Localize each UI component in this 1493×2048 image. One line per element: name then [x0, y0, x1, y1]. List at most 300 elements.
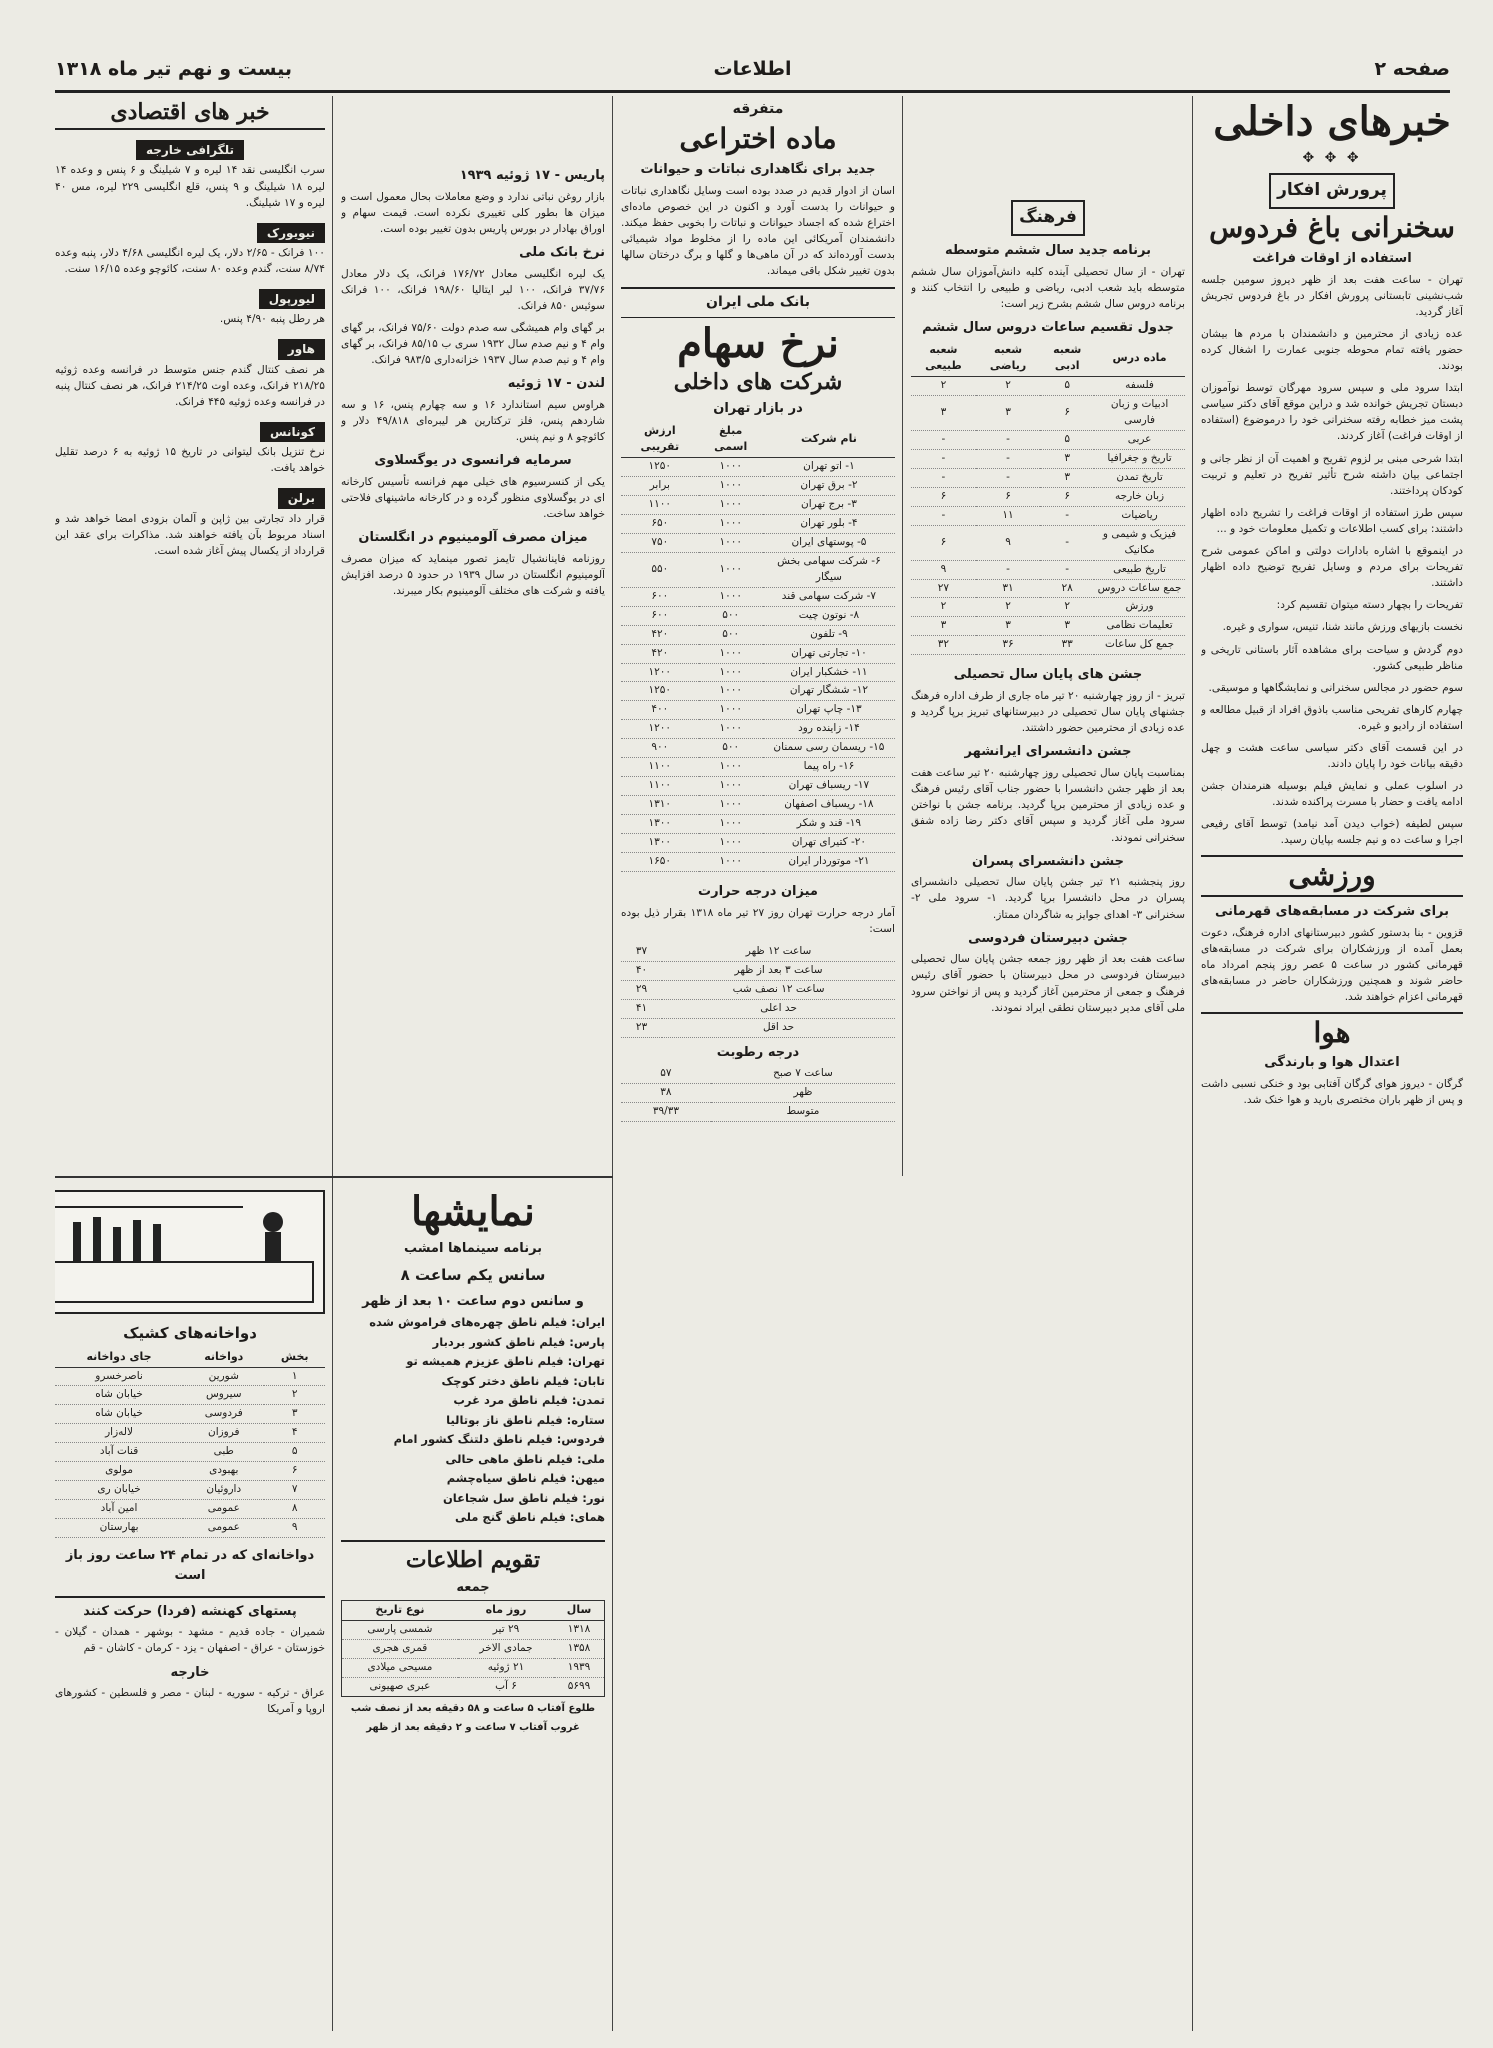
- table-row: [911, 506, 1185, 525]
- table-row: [621, 682, 895, 701]
- table-row: [55, 1443, 325, 1462]
- table-cell: متوسط: [711, 1103, 895, 1122]
- table-row: [621, 739, 895, 758]
- table-cell: ۳۳: [1040, 636, 1094, 655]
- table-cell: ۶: [911, 487, 976, 506]
- paragraph: تهران - ساعت هفت بعد از ظهر دیروز سومین جلسه شب‌نشینی تابستانی پرورش افکار در باغ فردوس تجریش آغاز گردید.: [1201, 273, 1463, 318]
- table-cell: ۶: [976, 487, 1040, 506]
- section-text: تبریز - از روز چهارشنبه ۲۰ تیر ماه جاری از طرف اداره فرهنگ جشنهای پایان سال تحصیلی در دبیرستانهای تبریز برپا گردید و عده زیادی از محترمین حضور داشتند.: [911, 690, 1185, 735]
- table-row: [621, 777, 895, 796]
- table-cell: ۱۳۰۰: [621, 815, 699, 834]
- table-cell: مولوی: [55, 1462, 183, 1481]
- table-cell: ۵۷: [621, 1065, 711, 1083]
- table-cell: ۸- نوتون چیت: [763, 606, 895, 625]
- table-cell: خیابان شاه: [55, 1405, 183, 1424]
- paragraph: در اسلوب عملی و نمایش فیلم بوسیله هنرمندان جشن ادامه یافت و حضار با مسرت پراکنده شدند.: [1201, 780, 1463, 809]
- table-cell: ۶۰۰: [621, 606, 699, 625]
- domestic-news-heading: خبرهای داخلی: [1213, 98, 1451, 145]
- table-cell: لاله‌زار: [55, 1424, 183, 1443]
- table-cell: ۷۵۰: [621, 533, 699, 552]
- paragraph: چهارم کارهای تفریحی مناسب باذوق افراد از قبیل مطالعه و استفاده از رادیو و غیره.: [1201, 703, 1463, 732]
- table-cell: ۲: [911, 377, 976, 396]
- table-cell: ۱۰۰۰: [699, 796, 763, 815]
- table-cell: ۱۴- زاینده رود: [763, 720, 895, 739]
- temperature-text: آمار درجه حرارت تهران روز ۲۷ تیر ماه ۱۳۱۸ بقرار ذیل بوده است:: [621, 906, 895, 935]
- table-cell: ۱۳- چاپ تهران: [763, 701, 895, 720]
- column-economic: [55, 96, 325, 1171]
- table-cell: -: [911, 506, 976, 525]
- table-cell: ۱۳۵۸: [554, 1640, 604, 1659]
- table-cell: ۵۵۰: [621, 552, 699, 587]
- table-row: [621, 796, 895, 815]
- table-cell: عمومی: [183, 1500, 264, 1519]
- table-row: [621, 758, 895, 777]
- table-cell: طبی: [183, 1443, 264, 1462]
- column-rule: [1192, 96, 1193, 2031]
- foreign-head: خارجه: [170, 1664, 210, 1680]
- cinema-listing: فردوس: فیلم ناطق دلتنگ کشور امام: [393, 1432, 605, 1447]
- table-row: [342, 1677, 605, 1696]
- table-row: [911, 598, 1185, 617]
- table-cell: حد اعلی: [662, 999, 895, 1018]
- economic-heading: خبر های اقتصادی: [55, 100, 325, 130]
- sports-text: قزوین - بنا بدستور کشور دبیرستانهای اداره فرهنگ، دعوت بعمل آمده از ورزشکاران برای شرکت در مسابقه‌های قهرمانی کشور در ساعت ۵ عصر روز پنجم امرداد ماه حاضر شوند و همچنین ورزشکاران حاضر در مسابقه‌های قهرمانی اعزام خواهند شد.: [1201, 927, 1463, 1004]
- invention-title: ماده اختراعی: [679, 122, 837, 156]
- aluminium-text: روزنامه فاینانشیال تایمز تصور مینماید که میزان مصرف آلومینیوم انگلستان در سال ۱۹۳۹ در حدود ۵ درصد افزایش یافته و شرکت های مختلف آلومینیوم بکار میبرند.: [341, 553, 605, 598]
- calendar-table: [341, 1600, 605, 1697]
- table-cell: ۲۱ ژوئیه: [458, 1659, 554, 1678]
- humidity-heading: درجه رطوبت: [716, 1044, 800, 1060]
- table-row: [621, 1018, 895, 1037]
- sunset: غروب آفتاب ۷ ساعت و ۲ دقیقه بعد از ظهر: [366, 1722, 580, 1734]
- ny-text: ۱۰۰ فرانک - ۲/۶۵ دلار، یک لیره انگلیسی ۴/۶۸ دلار، پنبه وعده ۸/۷۴ سنت، گندم وعده ۸۰ سنت، کائوچو وعده ۱۶/۱۵ سنت.: [55, 246, 325, 276]
- table-row: [55, 1462, 325, 1481]
- kobe-text: نرخ تنزیل بانک لیتوانی در تاریخ ۱۵ ژوئیه به ۶ درصد تقلیل خواهد یافت.: [55, 446, 325, 475]
- table-cell: حد اقل: [662, 1018, 895, 1037]
- table-row: [911, 449, 1185, 468]
- table-cell: ۱۰- تجارتی تهران: [763, 644, 895, 663]
- table-cell: ۱۳۰۰: [621, 834, 699, 853]
- table-cell: ۹۰۰: [621, 739, 699, 758]
- table-cell: -: [976, 560, 1040, 579]
- table-row: [911, 579, 1185, 598]
- table-cell: ۴۰: [621, 961, 662, 980]
- table-header: شعبه ریاضی: [976, 341, 1040, 377]
- table-cell: جمع ساعات دروس: [1094, 579, 1185, 598]
- table-cell: ۱۰۰۰: [699, 834, 763, 853]
- table-row: [621, 720, 895, 739]
- table-row: [621, 1103, 895, 1122]
- table-cell: ۴: [264, 1424, 325, 1443]
- table-row: [621, 476, 895, 495]
- table-row: [911, 636, 1185, 655]
- havre-text: هر نصف کنتال گندم جنس متوسط در فرانسه وعده ژوئیه ۲۱۸/۲۵ فرانک، وعده اوت ۲۱۴/۲۵ فرانک، هر نصف کنتال پنبه در فرانسه وعده ژوئیه ۴۴۵ فرانک.: [55, 363, 325, 408]
- table-cell: ۱۱۰۰: [621, 758, 699, 777]
- table-header: مبلغ اسمی: [699, 422, 763, 458]
- table-cell: ۳: [911, 396, 976, 431]
- table-header: نوع تاریخ: [342, 1601, 458, 1621]
- paragraph: سپس لطیفه (خواب دیدن آمد نیامد) توسط آقای رفیعی اجرا و ساعت ده و نیم جلسه بپایان رسید.: [1201, 818, 1463, 847]
- table-cell: -: [911, 430, 976, 449]
- rates-text: یک لیره انگلیسی معادل ۱۷۶/۷۲ فرانک، یک دلار معادل ۳۷/۷۶ فرانک، ۱۰۰ لیر ایتالیا ۱۹۸/۶۰ فرانک، ۱۰۰ فرانک سوئیس ۸۵۰ فرانک.: [341, 267, 605, 312]
- column-pharmacies: [55, 1186, 325, 2031]
- table-row: [55, 1519, 325, 1538]
- table-cell: جمع کل ساعات: [1094, 636, 1185, 655]
- table-cell: ۲: [976, 377, 1040, 396]
- table-cell: ۶۰۰: [621, 587, 699, 606]
- sports-heading: ورزشی: [1201, 855, 1463, 898]
- table-cell: ۶: [1040, 487, 1094, 506]
- table-row: [342, 1659, 605, 1678]
- table-cell: ۱۲۰۰: [621, 663, 699, 682]
- table-cell: فردوسی: [183, 1405, 264, 1424]
- weather-text: گرگان - دیروز هوای گرگان آفتابی بود و خنکی نسبی داشت و پس از ظهر باران مختصری بارید و هوا خنک شد.: [1201, 1078, 1463, 1107]
- invention-text: اسان از ادوار قدیم در صدد بوده است وسایل نگاهداری نباتات و حیوانات را بدست آورد و اکنون در این خصوص ماده‌ای اختراع شده که اجساد حیوانات و نباتات را بخوبی حفظ میکند. دانشمندان آمریکائی این ماده را از مخلوط مواد شیمیائی بدست آورده‌اند که در آن ماهی‌ها و گلها و برگ درختان سالها بدون تغییر شکل باقی میماند.: [621, 184, 895, 278]
- sunrise: طلوع آفتاب ۵ ساعت و ۵۸ دقیقه بعد از نصف شب: [350, 1702, 596, 1714]
- table-row: [621, 815, 895, 834]
- table-cell: ۶: [911, 525, 976, 560]
- paragraph: سپس طرز استفاده از اوقات فراغت را تشریح داده اظهار داشتند: برای کسب اطلاعات و تکمیل معلومات خود و ...: [1201, 506, 1463, 535]
- table-cell: ۱۷- ریسباف تهران: [763, 777, 895, 796]
- table-cell: ۱۶۵۰: [621, 853, 699, 872]
- column-shows: [341, 1186, 605, 2031]
- pharmacy-illustration: [55, 1190, 325, 1314]
- cinema-listing: ملی: فیلم ناطق ماهی حالی: [445, 1451, 605, 1466]
- table-cell: عبری صهیونی: [342, 1677, 458, 1696]
- table-row: [911, 468, 1185, 487]
- weather-heading: هوا: [1201, 1012, 1463, 1049]
- weather-subheading: اعتدال هوا و بارندگی: [1264, 1055, 1400, 1071]
- table-cell: شورین: [183, 1367, 264, 1386]
- cinema-listing: نور: فیلم ناطق سل شجاعان: [442, 1490, 605, 1505]
- stocks-title: نرخ سهام: [677, 319, 839, 367]
- table-cell: ۱۰۰۰: [699, 495, 763, 514]
- table-cell: ۹: [911, 560, 976, 579]
- table-cell: ۱۰۰۰: [699, 720, 763, 739]
- table-row: [621, 701, 895, 720]
- shows-sub: و سانس دوم ساعت ۱۰ بعد از ظهر: [362, 1293, 584, 1309]
- table-cell: فیزیک و شیمی و مکانیک: [1094, 525, 1185, 560]
- section-text: روز پنجشنبه ۲۱ تیر جشن پایان سال تحصیلی دانشسرای پسران در محل دانشسرا برپا گردید. ۱- سرود ملی ۲- سخنرانی ۳- اهدای جوایز به شاگردان ممتاز.: [911, 876, 1185, 921]
- table-cell: ۷: [264, 1481, 325, 1500]
- paragraph: در اینموقع با اشاره بادارات دولتی و اماکن عمومی شرح تفریحات برای مردم و وسایل تفریح توضیح داده اظهار داشتند.: [1201, 545, 1463, 590]
- table-cell: ۵: [1040, 430, 1094, 449]
- table-cell: ریاضیات: [1094, 506, 1185, 525]
- table-header: ارزش تقریبی: [621, 422, 699, 458]
- table-header: بخش: [264, 1348, 325, 1367]
- table-cell: -: [1040, 506, 1094, 525]
- section-title: جشن دانشسرای پسران: [971, 853, 1125, 869]
- table-cell: ۸: [264, 1500, 325, 1519]
- table-row: [911, 617, 1185, 636]
- table-cell: ۳: [1040, 468, 1094, 487]
- masthead: [55, 52, 1450, 93]
- table-cell: ۹- تلفون: [763, 625, 895, 644]
- table-cell: -: [1040, 525, 1094, 560]
- table-cell: ۵۰۰: [699, 739, 763, 758]
- shows-sub: سانس یکم ساعت ۸: [400, 1265, 546, 1284]
- table-cell: زبان خارجه: [1094, 487, 1185, 506]
- table-cell: ۱۲۰۰: [621, 720, 699, 739]
- table-row: [621, 644, 895, 663]
- table-cell: ۱۲۵۰: [621, 458, 699, 477]
- table-cell: ۱۰۰۰: [699, 663, 763, 682]
- table-cell: ۱۰۰۰: [699, 815, 763, 834]
- table-row: [621, 1084, 895, 1103]
- table-cell: ۳۲: [911, 636, 976, 655]
- program-text: تهران - از سال تحصیلی آینده کلیه دانش‌آموزان سال ششم متوسطه باید شعب ادبی، ریاضی و طبیعی را انتخاب کنند و برنامه دروس سال ششم بشرح زیر است:: [911, 265, 1185, 310]
- paris-text: بازار روغن نباتی ندارد و وضع معاملات بحال معمول است و میزان ها بطور کلی تغییری نکرده است. قیمت سهام و اوراق بهادار در بورس پاریس بدون تغییر بوده است.: [341, 190, 605, 235]
- table-cell: ۵: [1040, 377, 1094, 396]
- table-cell: -: [911, 468, 976, 487]
- temperature-heading: میزان درجه حرارت: [698, 883, 818, 899]
- table-row: [55, 1500, 325, 1519]
- berlin-text: قرار داد تجارتی بین ژاپن و آلمان بزودی امضا خواهد شد و اسناد مربوط بآن یافته خواهند شد. مذاکرات برای عقد این قرارداد از یکسال پیش آغاز شده است.: [55, 512, 325, 557]
- table-cell: ۱۶- راه پیما: [763, 758, 895, 777]
- table-cell: ورزش: [1094, 598, 1185, 617]
- table-cell: ۱۰۰۰: [699, 514, 763, 533]
- table-cell: ساعت ۳ بعد از ظهر: [662, 961, 895, 980]
- loans-text: بر گهای وام همیشگی سه صدم دولت ۷۵/۶۰ فرانک، بر گهای وام ۴ و نیم صدم سال ۱۹۳۲ سری ب ۸۵/۱۵ فرانک، بر گهای وام ۴ و نیم صدم سال ۱۹۳۷ خزانه‌داری ۹۸۳/۵ فرانک.: [341, 322, 605, 367]
- table-cell: ۶- شرکت سهامی بخش سیگار: [763, 552, 895, 587]
- table-cell: ۷- شرکت سهامی قند: [763, 587, 895, 606]
- table-cell: ۴۰۰: [621, 701, 699, 720]
- table-header: شعبه طبیعی: [911, 341, 976, 377]
- paris-head: پاریس - ۱۷ ژوئیه ۱۹۳۹: [459, 168, 605, 183]
- table-row: [911, 525, 1185, 560]
- shows-list: [341, 1314, 605, 1526]
- table-cell: ۱۳۱۰: [621, 796, 699, 815]
- table-cell: ۴- بلور تهران: [763, 514, 895, 533]
- table-row: [621, 1065, 895, 1083]
- pharmacy-note: دواخانه‌ای که در تمام ۲۴ ساعت روز باز است: [65, 1548, 315, 1583]
- table-cell: امین آباد: [55, 1500, 183, 1519]
- table-cell: بهارستان: [55, 1519, 183, 1538]
- table-cell: ۱۰۰۰: [699, 777, 763, 796]
- table-cell: ۲: [1040, 598, 1094, 617]
- table-cell: ۱۰۰۰: [699, 853, 763, 872]
- temperature-table: [621, 943, 895, 1038]
- telegram-tab: تلگرافی خارجه: [136, 140, 244, 160]
- calendar-day: جمعه: [456, 1579, 490, 1595]
- lecture-subtitle: استفاده از اوقات فراغت: [1252, 250, 1412, 266]
- table-row: [55, 1481, 325, 1500]
- table-row: [911, 487, 1185, 506]
- table-cell: ۵: [264, 1443, 325, 1462]
- issue-date: بیست و نهم تیر ماه ۱۳۱۸: [55, 58, 293, 80]
- city-tab: لیورپول: [259, 289, 325, 309]
- page-number: صفحه ۲: [1374, 58, 1450, 80]
- table-row: [911, 430, 1185, 449]
- table-cell: ۳۸: [621, 1084, 711, 1103]
- column-rule: [332, 96, 333, 2031]
- curriculum-rows: [911, 377, 1185, 655]
- table-row: [55, 1367, 325, 1386]
- cinema-listing: میهن: فیلم ناطق سیاه‌چشم: [446, 1471, 605, 1486]
- section-title: جشن دبیرستان فردوسی: [968, 930, 1128, 946]
- capital-head: سرمایه فرانسوی در یوگسلاوی: [374, 453, 572, 469]
- table-cell: ناصرخسرو: [55, 1367, 183, 1386]
- table-row: [621, 853, 895, 872]
- table-cell: ۴۱: [621, 999, 662, 1018]
- section-label-culture: فرهنگ: [1011, 200, 1085, 236]
- table-row: [621, 663, 895, 682]
- table-row: [342, 1640, 605, 1659]
- section-label-thought: پرورش افکار: [1269, 173, 1395, 209]
- table-row: [911, 396, 1185, 431]
- table-cell: ۲۸: [1040, 579, 1094, 598]
- program-title: برنامه جدید سال ششم متوسطه: [944, 242, 1152, 258]
- paragraph: نخست بازیهای ورزش مانند شنا، تنیس، سواری و غیره.: [1222, 621, 1463, 634]
- section-rule: [55, 1176, 613, 1178]
- table-cell: عربی: [1094, 430, 1185, 449]
- cinema-listing: ستاره: فیلم ناطق ناز بوتالیا: [446, 1412, 605, 1427]
- table-cell: فروزان: [183, 1424, 264, 1443]
- table-cell: ۹: [264, 1519, 325, 1538]
- table-cell: ۲۱- موتوردار ایران: [763, 853, 895, 872]
- table-row: [55, 1405, 325, 1424]
- table-row: [621, 625, 895, 644]
- table-cell: ۵۰۰: [699, 606, 763, 625]
- section-title: جشن دانشسرای ایرانشهر: [964, 744, 1132, 760]
- capital-text: یکی از کنسرسیوم های خیلی مهم فرانسه تأسیس کارخانه ای در یوگسلاوی منظور گرده و در کارخانه ماشینهای فلاحتی خواهد ساخت.: [341, 476, 605, 521]
- column-culture: [911, 96, 1185, 2031]
- table-cell: ۹: [976, 525, 1040, 560]
- table-row: [911, 560, 1185, 579]
- table-row: [342, 1621, 605, 1640]
- table-row: [621, 606, 895, 625]
- sports-subheading: برای شرکت در مسابقه‌های قهرمانی: [1214, 904, 1450, 920]
- table-cell: قمری هجری: [342, 1640, 458, 1659]
- table-cell: ۲۹ تیر: [458, 1621, 554, 1640]
- paragraph: در این قسمت آقای دکتر سیاسی ساعت هشت و چهل دقیقه بیانات خود را پایان دادند.: [1201, 741, 1463, 771]
- table-cell: ۱۹- قند و شکر: [763, 815, 895, 834]
- table-row: [911, 377, 1185, 396]
- bank-kicker: بانک ملی ایران: [621, 287, 895, 317]
- table-cell: سیروس: [183, 1386, 264, 1405]
- pharmacy-title: دواخانه‌های کشیک: [123, 1324, 257, 1342]
- section-text: ساعت هفت بعد از ظهر روز جمعه جشن پایان سال تحصیلی دبیرستان فردوسی در محل دبیرستان با حضور آقای رئیس فرهنگ و جمعی از محترمین آغاز گردید و پس از نواختن سرود ملی آقای مدیر دبیرستان نطقی ایراد نمودند.: [911, 953, 1185, 1014]
- london-head: لندن - ۱۷ ژوئیه: [507, 376, 605, 392]
- table-header: جای دواخانه: [55, 1348, 183, 1367]
- table-row: [621, 980, 895, 999]
- table-cell: ۱۰۰۰: [699, 458, 763, 477]
- stocks-table: [621, 422, 895, 872]
- shows-title: نمایشها: [411, 1188, 535, 1235]
- table-cell: ۴۲۰: [621, 625, 699, 644]
- table-cell: ۵۰۰: [699, 625, 763, 644]
- table-caption: جدول تقسیم ساعات دروس سال ششم: [922, 319, 1174, 335]
- table-cell: تاریخ تمدن: [1094, 468, 1185, 487]
- table-cell: ۱۰۰۰: [699, 644, 763, 663]
- pharmacy-counter-icon: [55, 1192, 323, 1312]
- mail-head: پستهای کهنشه (فردا) حرکت کنند: [55, 1596, 325, 1622]
- table-cell: تعلیمات نظامی: [1094, 617, 1185, 636]
- foreign-text: عراق - ترکیه - سوریه - لبنان - مصر و فلسطین - کشورهای اروپا و آمریکا: [55, 1687, 325, 1716]
- table-row: [621, 533, 895, 552]
- pharmacy-table: [55, 1348, 325, 1538]
- table-cell: جمادی الاخر: [458, 1640, 554, 1659]
- mail-text: شمیران - جاده قدیم - مشهد - بوشهر - همدان - گیلان - خوزستان - عراق - اصفهان - یزد - کرمان - کاشان - قم: [55, 1626, 325, 1655]
- table-cell: ۳: [976, 396, 1040, 431]
- table-cell: تاریخ طبیعی: [1094, 560, 1185, 579]
- table-cell: ۱۰۰۰: [699, 758, 763, 777]
- paper-name: اطلاعات: [713, 58, 792, 80]
- table-row: [621, 552, 895, 587]
- table-row: [621, 458, 895, 477]
- ornament: ✥ ✥ ✥: [1302, 150, 1362, 166]
- table-cell: ۱۰۰۰: [699, 533, 763, 552]
- paragraph: دوم گردش و سیاحت برای مشاهده آثار باستانی تاریخی و مناظر طبیعی کشور.: [1201, 643, 1463, 672]
- table-row: [621, 834, 895, 853]
- stocks-subtitle: شرکت های داخلی: [673, 368, 843, 395]
- table-cell: ادبیات و زبان فارسی: [1094, 396, 1185, 431]
- table-header: نام شرکت: [763, 422, 895, 458]
- table-cell: ۱۰۰۰: [699, 552, 763, 587]
- table-cell: -: [911, 449, 976, 468]
- table-cell: ۲۳: [621, 1018, 662, 1037]
- curriculum-table: [911, 341, 1185, 656]
- paragraph: ابتدا شرحی مبنی بر لزوم تفریح و اهمیت آن از نظر جانی و اجتماعی بیان داشته شرح تأثیر تفریح در تعلیم و تربیت کودکان پرداختند.: [1201, 452, 1463, 497]
- table-cell: ۲- برق تهران: [763, 476, 895, 495]
- column-domestic-news: [1201, 96, 1463, 2031]
- table-cell: ۲۷: [911, 579, 976, 598]
- table-row: [621, 587, 895, 606]
- cinema-listing: همای: فیلم ناطق گنج ملی: [454, 1509, 605, 1524]
- table-cell: ۱۵- ریسمان رسی سمنان: [763, 739, 895, 758]
- section-text: بمناسبت پایان سال تحصیلی روز چهارشنبه ۲۰ تیر ساعت هفت بعد از ظهر جشن دانشسرا با حضور جناب آقای رئیس فرهنگ و عده زیادی از محترمین برپا گردید. برنامه جشن با نواختن سرود ملی آغاز گردید و سپس آقای دکتر رضا زاده شفق سخنرانی نمودند.: [911, 767, 1185, 844]
- liverpool-text: هر رطل پنبه ۴/۹۰ پنس.: [219, 313, 325, 326]
- table-cell: ۲: [911, 598, 976, 617]
- table-cell: خیابان ری: [55, 1481, 183, 1500]
- table-row: [621, 943, 895, 961]
- shows-sub: برنامه سینماها امشب: [403, 1241, 543, 1256]
- aluminium-head: میزان مصرف آلومینیوم در انگلستان: [358, 530, 588, 546]
- column-market-a: [341, 96, 605, 1171]
- lecture-title: سخنرانی باغ فردوس: [1209, 211, 1455, 245]
- table-cell: ۱۱: [976, 506, 1040, 525]
- table-cell: ساعت ۷ صبح: [711, 1065, 895, 1083]
- city-tab: هاور: [278, 339, 325, 359]
- table-cell: ۳: [976, 617, 1040, 636]
- table-header: روز ماه: [458, 1601, 554, 1621]
- column-rule: [902, 96, 903, 1176]
- paragraph: عده زیادی از محترمین و دانشمندان با مردم ها بیشان حضور یافته تمام محوطه جنوبی عمارت را اشغال کرده بودند.: [1201, 327, 1463, 373]
- table-cell: ۳۷: [621, 943, 662, 961]
- table-cell: ۱۲۵۰: [621, 682, 699, 701]
- table-cell: ۱۱- خشکبار ایران: [763, 663, 895, 682]
- table-cell: ۱۰۰۰: [699, 682, 763, 701]
- table-cell: ۱- اتو تهران: [763, 458, 895, 477]
- table-cell: ۳۹/۳۳: [621, 1103, 711, 1122]
- cinema-listing: پارس: فیلم ناطق کشور بردبار: [432, 1334, 605, 1349]
- table-row: [621, 999, 895, 1018]
- cinema-listing: تمدن: فیلم ناطق مرد غرب: [453, 1393, 605, 1408]
- stocks-market: در بازار تهران: [713, 400, 803, 416]
- cinema-listing: تهران: فیلم ناطق عزیزم همیشه تو: [406, 1354, 605, 1369]
- misc-kicker: متفرقه: [732, 101, 784, 117]
- table-cell: -: [1040, 560, 1094, 579]
- table-cell: ۳۱: [976, 579, 1040, 598]
- table-cell: ۶: [1040, 396, 1094, 431]
- table-cell: ۱۳۱۸: [554, 1621, 604, 1640]
- table-cell: خیابان شاه: [55, 1386, 183, 1405]
- table-cell: ۱۱۰۰: [621, 777, 699, 796]
- table-cell: مسیحی میلادی: [342, 1659, 458, 1678]
- table-cell: ۶۵۰: [621, 514, 699, 533]
- table-cell: تاریخ و جغرافیا: [1094, 449, 1185, 468]
- table-cell: ظهر: [711, 1084, 895, 1103]
